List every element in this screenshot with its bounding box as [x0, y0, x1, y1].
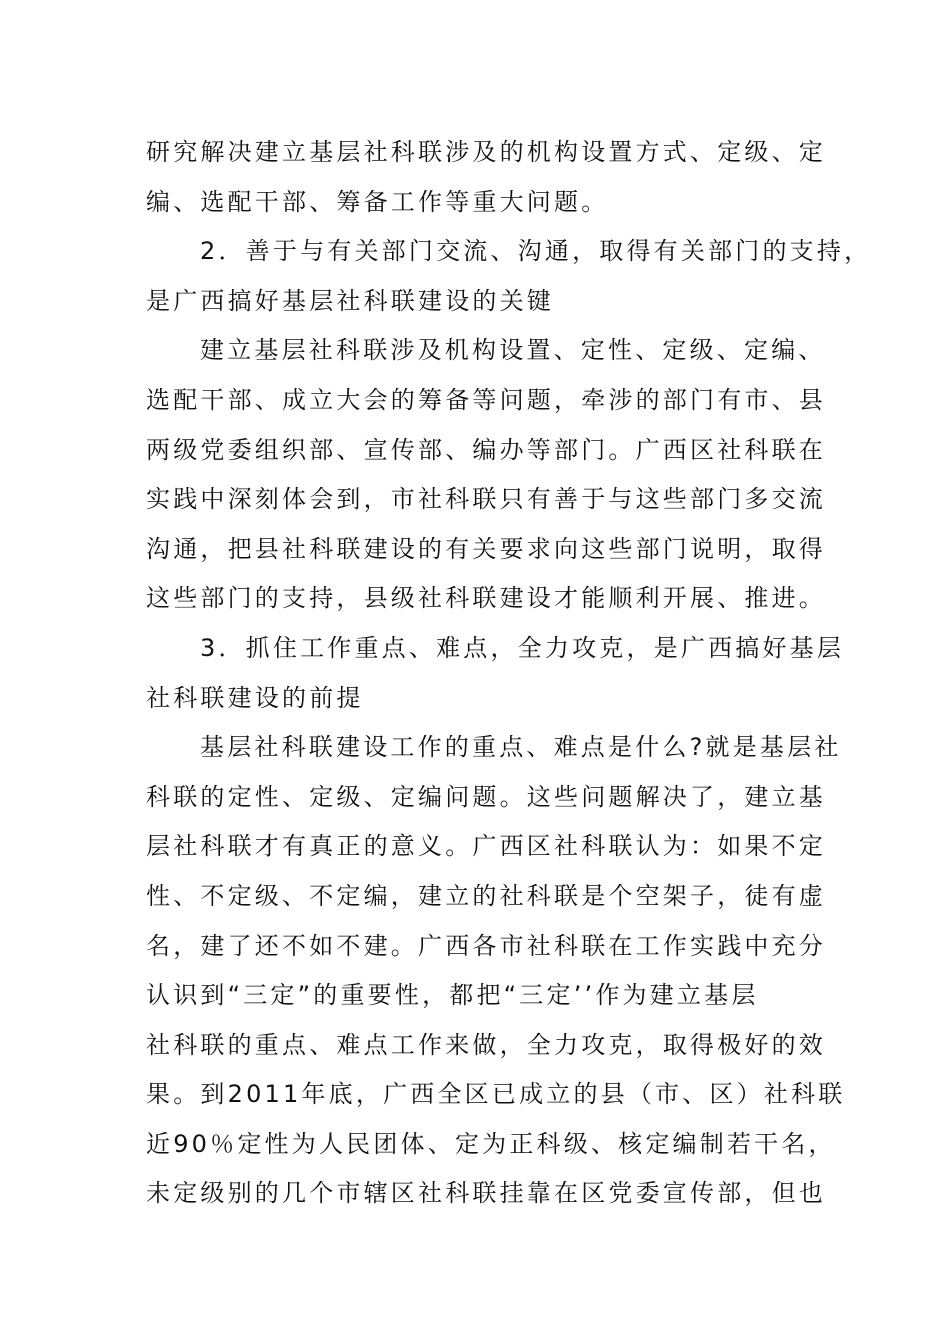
text-line: 两级党委组织部、宣传部、编办等部门。广西区社科联在	[146, 435, 826, 464]
text-line: 未定级别的几个市辖区社科联挂靠在区党委宣传部，但也	[146, 1179, 826, 1208]
text-line: 名，建了还不如不建。广西各市社科联在工作实践中充分	[146, 931, 826, 960]
body-text	[146, 128, 872, 1219]
text-line: 科联的定性、定级、定编问题。这些问题解决了，建立基	[146, 782, 826, 811]
text-line: 基层社科联建设工作的重点、难点是什么?就是基层社	[200, 733, 842, 762]
section-heading-line: 是广西搞好基层社科联建设的关键	[146, 286, 554, 315]
text-line: 沟通，把县社科联建设的有关要求向这些部门说明，取得	[146, 534, 826, 563]
section-heading-line: 3．抓住工作重点、难点，全力攻克，是广西搞好基层	[200, 633, 845, 662]
section-heading-line: 2．善于与有关部门交流、沟通，取得有关部门的支持，	[200, 237, 872, 266]
text-line: 近90％定性为人民团体、定为正科级、核定编制若干名，	[146, 1129, 836, 1158]
text-line: 研究解决建立基层社科联涉及的机构设置方式、定级、定	[146, 138, 826, 166]
text-line: 层社科联才有真正的意义。广西区社科联认为：如果不定	[146, 832, 826, 861]
text-line: 社科联的重点、难点工作来做，全力攻克，取得极好的效	[146, 1030, 826, 1059]
section-heading-line: 社科联建设的前提	[146, 683, 364, 712]
text-line: 认识到“三定”的重要性，都把“三定’’作为建立基层	[146, 981, 759, 1010]
text-line: 果。到2011年底，广西全区已成立的县（市、区）社科联	[146, 1080, 846, 1109]
text-line: 选配干部、成立大会的筹备等问题，牵涉的部门有市、县	[146, 385, 826, 414]
text-line: 建立基层社科联涉及机构设置、定性、定级、定编、	[200, 336, 826, 365]
text-line: 编、选配干部、筹备工作等重大问题。	[146, 187, 609, 216]
text-line: 性、不定级、不定编，建立的社科联是个空架子，徒有虚	[146, 881, 826, 910]
text-line: 实践中深刻体会到，市社科联只有善于与这些部门多交流	[146, 485, 826, 514]
text-line: 这些部门的支持，县级社科联建设才能顺利开展、推进。	[146, 584, 826, 613]
